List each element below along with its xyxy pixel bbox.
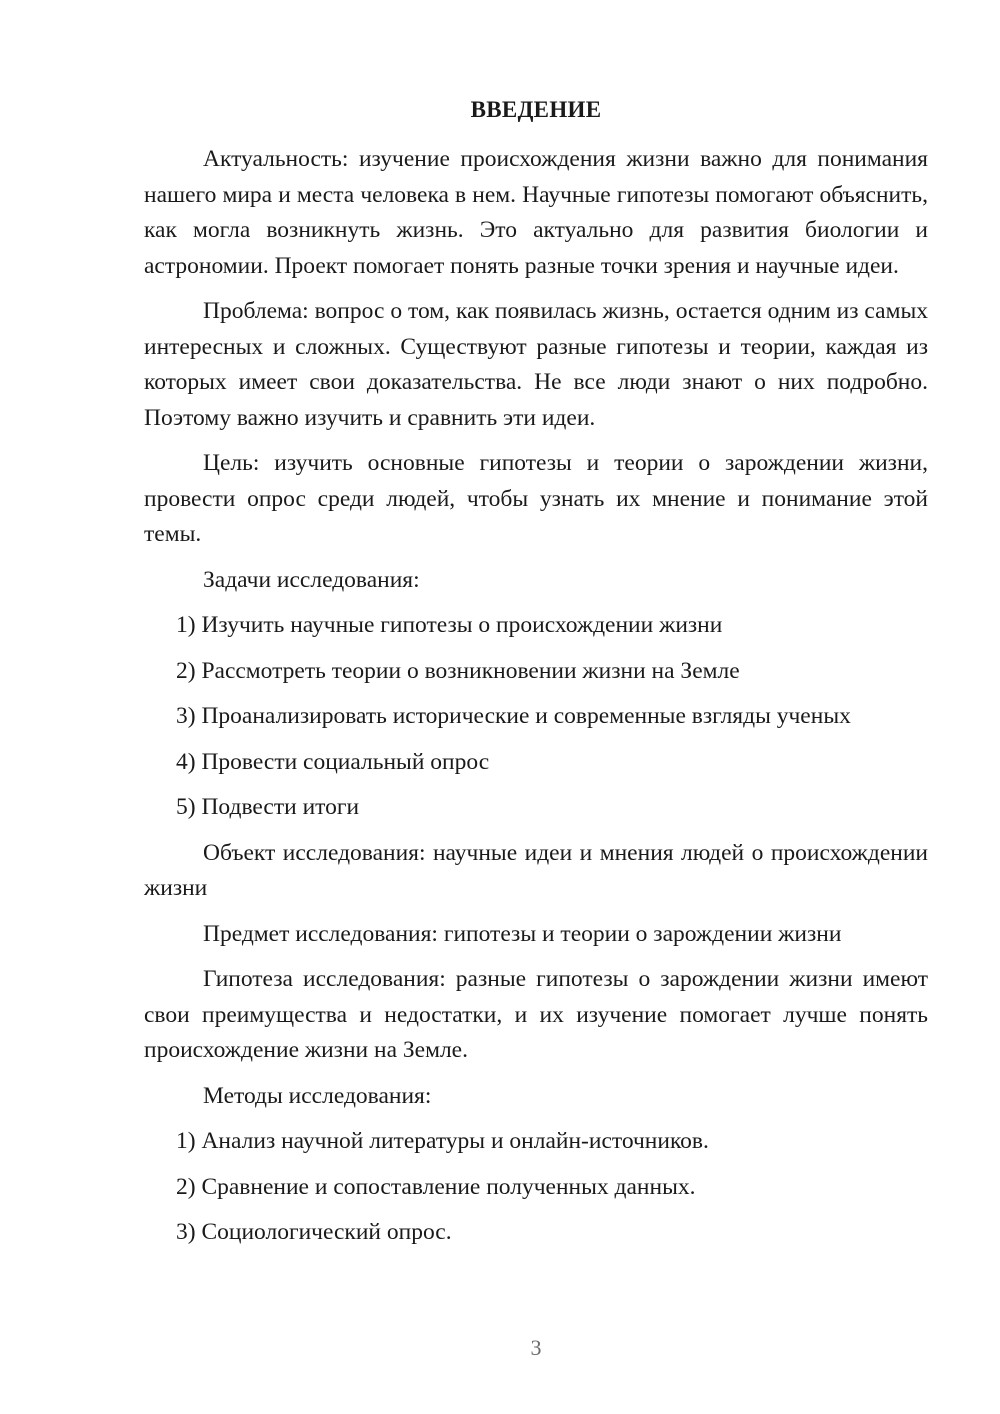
methods-heading: Методы исследования: — [203, 1082, 432, 1109]
task-item-1: 1) Изучить научные гипотезы о происхождении жизни — [176, 612, 723, 638]
section-title: ВВЕДЕНИЕ — [470, 97, 602, 122]
goal-paragraph: Цель: изучить основные гипотезы и теории о зарождении жизни, провести опрос среди людей, чтобы узнать их мнение и понимание этой темы. — [144, 450, 928, 547]
method-item-3: 3) Социологический опрос. — [176, 1219, 452, 1245]
task-item-3: 3) Проанализировать исторические и современные взгляды ученых — [176, 703, 851, 729]
subject-paragraph: Предмет исследования: гипотезы и теории о зарождении жизни — [203, 920, 842, 947]
relevance-paragraph: Актуальность: изучение происхождения жизни важно для понимания нашего мира и места человека в нем. Научные гипотезы помогают объяснить, как могла возникнуть жизнь. Это актуально для развития биологии и астрономии. Проект помогает понять разные точки зрения и научные идеи. — [144, 146, 928, 279]
methods-list — [144, 1124, 928, 1251]
method-item-2: 2) Сравнение и сопоставление полученных данных. — [176, 1173, 696, 1200]
tasks-list — [144, 608, 928, 826]
body-text — [144, 142, 928, 1261]
task-item-2: 2) Рассмотреть теории о возникновении жизни на Земле — [176, 657, 740, 684]
task-item-4: 4) Провести социальный опрос — [176, 748, 490, 775]
problem-paragraph: Проблема: вопрос о том, как появилась жизнь, остается одним из самых интересных и сложных. Существуют разные гипотезы и теории, каждая из которых имеет свои доказательства. Не все люди знают о них подробно. Поэтому важно изучить и сравнить эти идеи. — [144, 298, 928, 431]
object-paragraph: Объект исследования: научные идеи и мнения людей о происхождении жизни — [144, 839, 928, 901]
tasks-heading: Задачи исследования: — [203, 566, 420, 593]
hypothesis-paragraph: Гипотеза исследования: разные гипотезы о зарождении жизни имеют свои преимущества и недостатки, и их изучение помогает лучше понять происхождение жизни на Земле. — [144, 966, 928, 1063]
method-item-1: 1) Анализ научной литературы и онлайн-источников. — [176, 1128, 709, 1154]
task-item-5: 5) Подвести итоги — [176, 794, 360, 820]
page-number: 3 — [530, 1335, 542, 1360]
